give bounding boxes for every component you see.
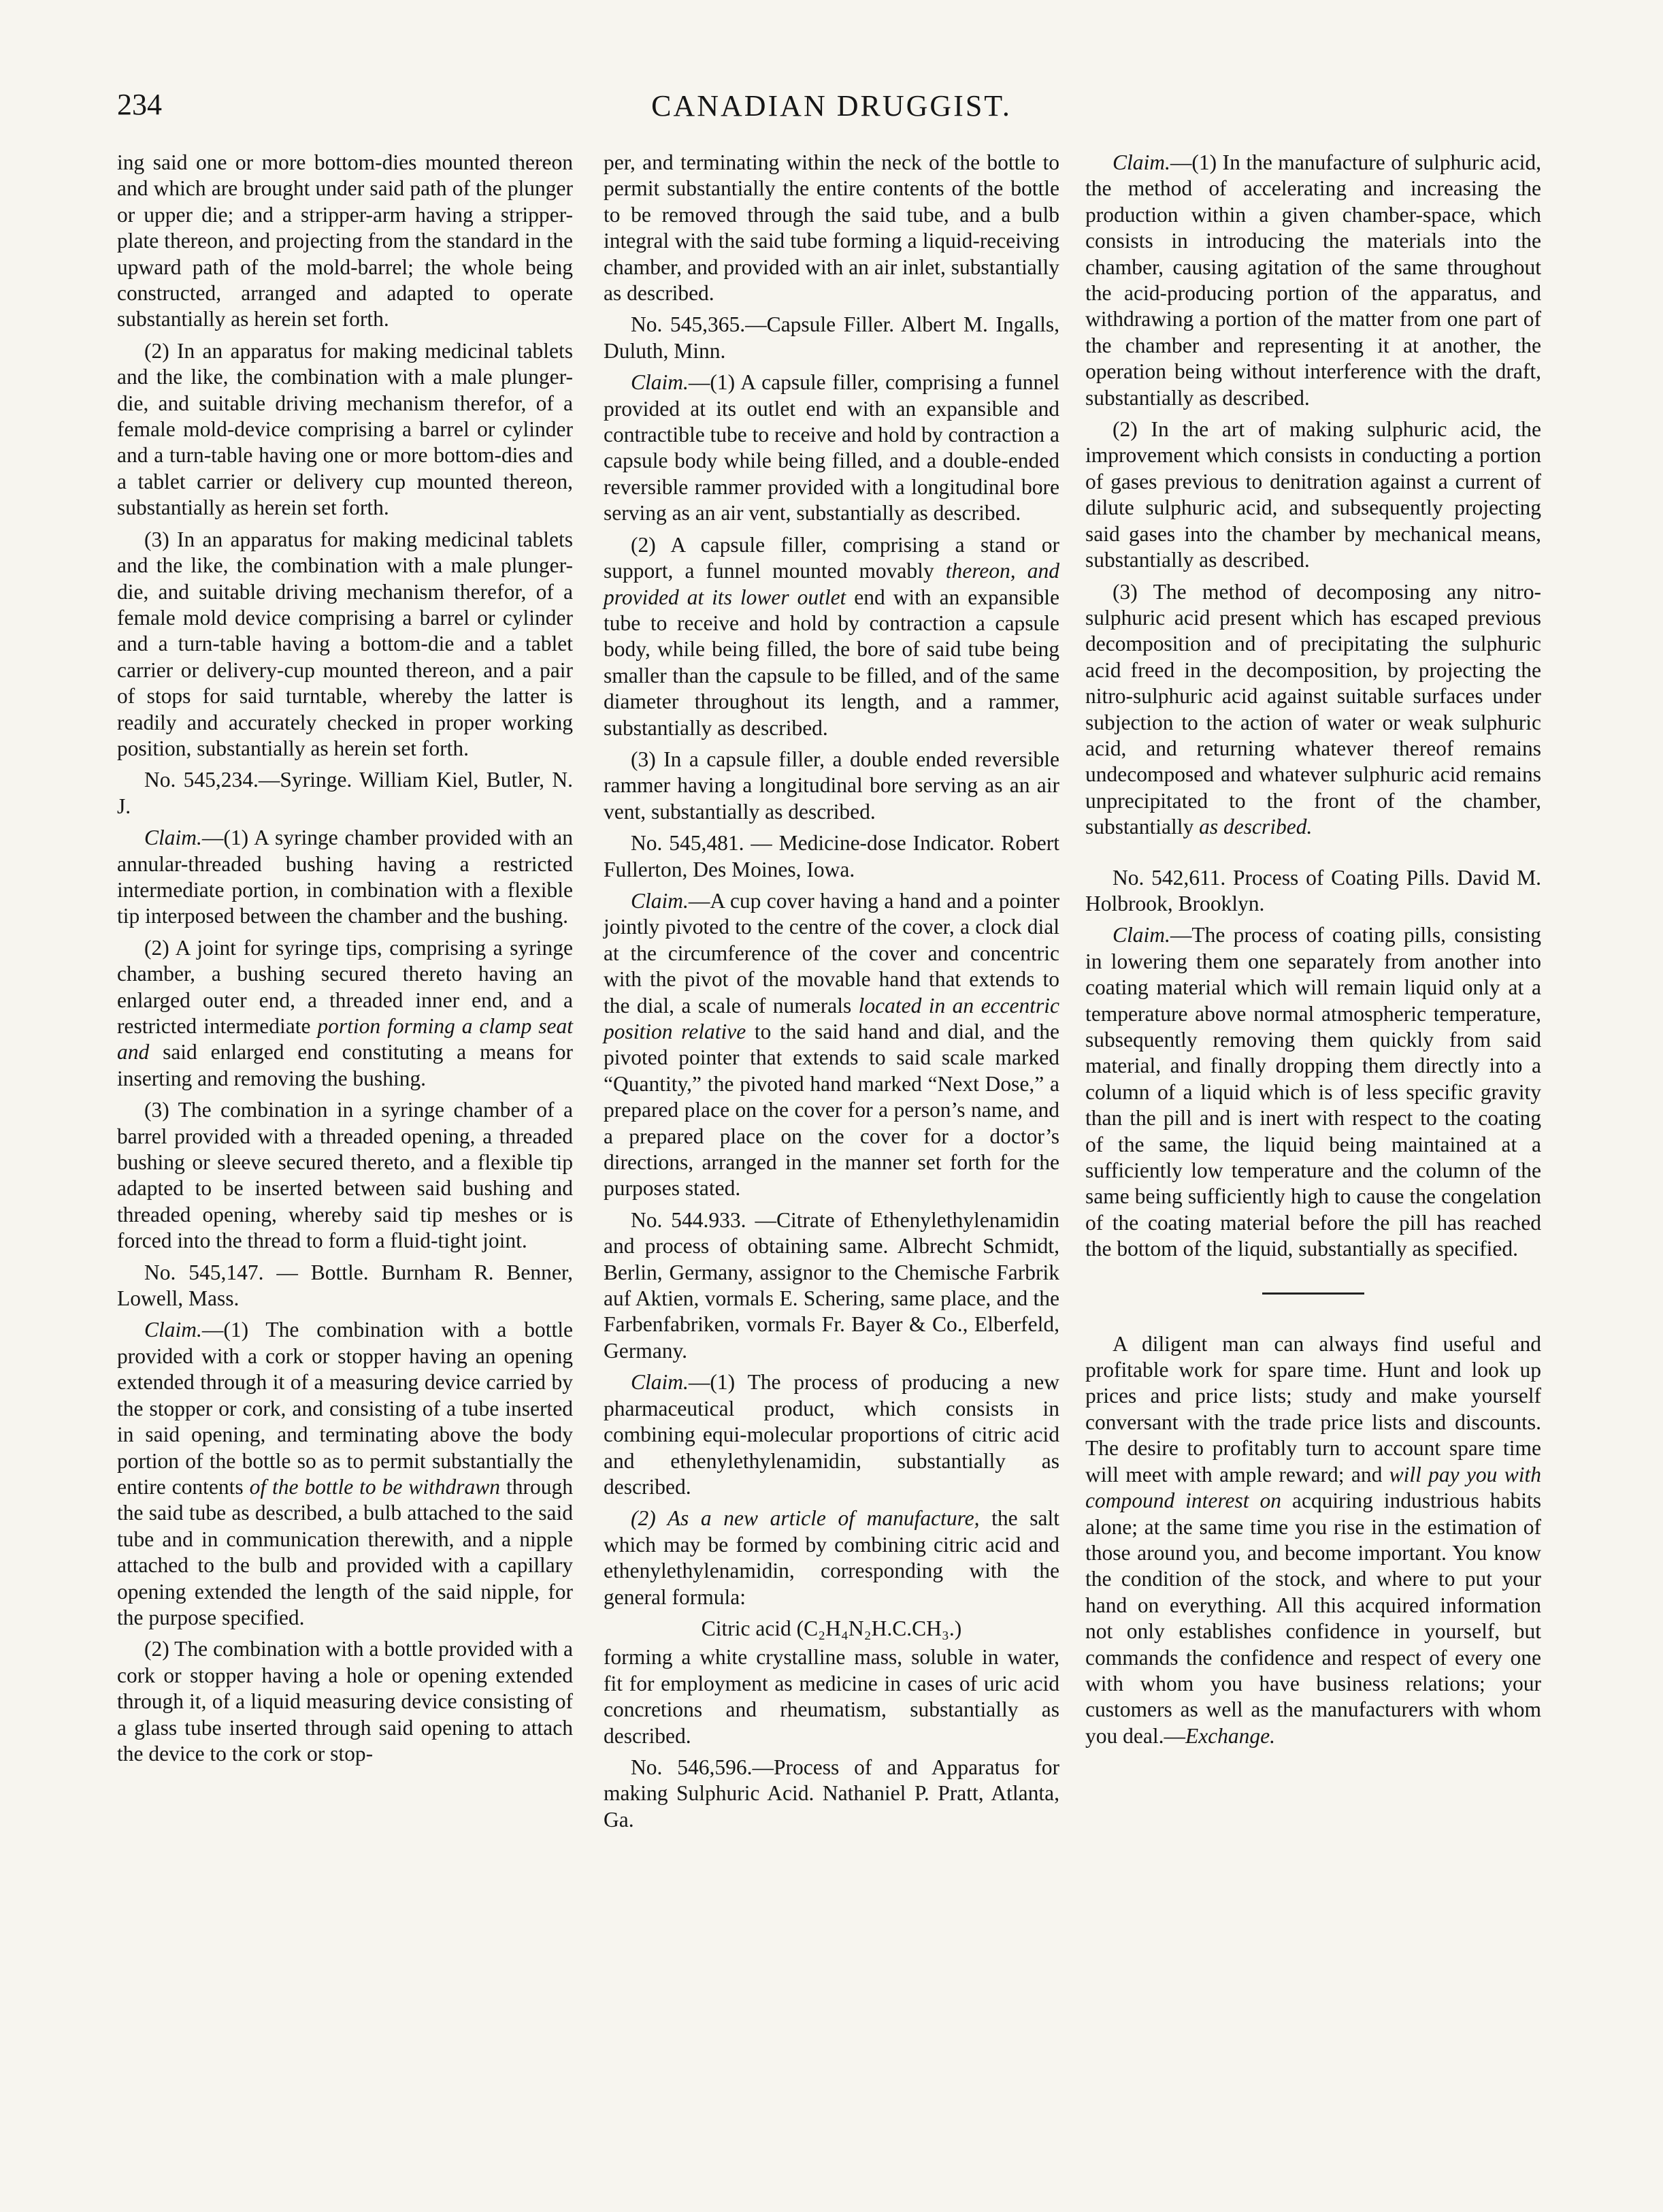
claim-text: —(1) In the manufacture of sulphuric acid, the method of accelerating and increasing the production within a given chamber-space, which consists in introducing the materials into the chamber, causing agitation of the same throughout the acid-producing portion of the apparatus, and withdrawing a portion of the matter from one part of the chamber and representing it at another, the operation being without interference with the draft, substantially as described.: [1085, 150, 1541, 410]
page-number: 234: [117, 88, 162, 121]
italic-run: as described.: [1193, 815, 1313, 839]
claim-text: —The process of coating pills, consisting in lowering them one separately from another into coating material which will remain liquid only at a temperature above normal atmospheric temperature, subsequently removing them quickly from said material, and finally dropping them directly into a column of a liquid which is of less specific gravity than the pill and is inert with respect to the coating of the same, the liquid being maintained at a sufficiently low temperature and the column of the same being sufficiently high to cause the congelation of the coating material before the pill has reached the bottom of the liquid, substantially as specified.: [1085, 923, 1541, 1261]
paragraph: (2) In an apparatus for making medicinal tablets and the like, the combination with a male plunger-die, and suitable driving mechanism therefor, of a female mold-device comprising a barrel or cylinder and a turn-table having one or more bottom-dies and a tablet carrier or delivery cup mounted thereon, substantially as herein set forth.: [117, 338, 573, 520]
paragraph: per, and terminating within the neck of the bottle to permit substantially the entire contents of the bottle to be removed through the said tube, and a bulb integral with the said tube forming a liquid-receiving chamber, and provided with an air inlet, substantially as described.: [604, 150, 1059, 306]
journal-title: CANADIAN DRUGGIST.: [651, 89, 1012, 123]
paragraph: [604, 532, 1059, 741]
claim-paragraph: [117, 1317, 573, 1631]
paragraph: [1085, 579, 1541, 841]
column-1: [117, 150, 573, 1772]
paragraph: (2) The combination with a bottle provided with a cork or stopper having a hole or opening extended through it, of a liquid measuring device consisting of a glass tube inserted through said opening to attach the device to the cork or stop-: [117, 1637, 573, 1766]
claim-text: —(1) A syringe chamber provided with an annular-threaded bushing having a restricted intermediate portion, in combination with a flexible tip interposed between the chamber and the bushing.: [117, 826, 573, 928]
paragraph: forming a white crystalline mass, soluble in water, fit for employment as medicine in cases of uric acid concretions and rheumatism, substantially as described.: [604, 1645, 1059, 1748]
claim-label: Claim.: [631, 1370, 689, 1395]
text-run: —(1) The combination with a bottle provided with a cork or stopper having an opening extended through it of a measuring device carried by the stopper or cork, and consisting of a tube inserted in said opening, and terminating above the body portion of the bottle so as to permit substantially the entire contents: [117, 1318, 573, 1499]
text-run: (2) A joint for syringe tips, comprising a syringe chamber, a bushing secured thereto having an enlarged outer end, a threaded inner end, and a restricted intermediate: [117, 935, 573, 1038]
patent-heading: No. 545,481. — Medicine-dose Indicator. Robert Fullerton, Des Moines, Iowa.: [604, 831, 1059, 881]
column-2: [604, 150, 1059, 1838]
patent-heading: No. 546,596.—Process of and Apparatus for making Sulphuric Acid. Nathaniel P. Pratt, Atlanta, Ga.: [604, 1755, 1059, 1832]
claim-label: Claim.: [144, 1318, 202, 1342]
claim-label: Claim.: [631, 888, 689, 913]
italic-run: As a new article of manufacture,: [655, 1506, 980, 1531]
chemical-formula: Citric acid (C₂H₄N₂H.C.CH₃.): [701, 1616, 962, 1640]
section-divider: [1262, 1292, 1364, 1295]
claim-label: Claim.: [144, 826, 202, 850]
patent-heading: No. 542,611. Process of Coating Pills. David M. Holbrook, Brooklyn.: [1085, 865, 1541, 915]
text-run: (3) The method of decomposing any nitro-sulphuric acid present which has escaped previous decomposition and of precipitating the sulphuric acid freed in the decomposition, by projecting the nitro-sulphuric acid against suitable surfaces under subjection to the action of water or weak sulphuric acid, and returning whatever thereof remains undecomposed and whatever sulphuric acid remains unprecipitated to the front of the chamber, substantially: [1085, 579, 1541, 839]
claim-paragraph: [1085, 922, 1541, 1262]
patent-heading: No. 545,365.—Capsule Filler. Albert M. Ingalls, Duluth, Minn.: [604, 312, 1059, 363]
paragraph: ing said one or more bottom-dies mounted thereon and which are brought under said path of the plunger or upper die; and a stripper-arm having a stripper-plate thereon, and projecting from the standard in the upward path of the mold-barrel; the whole being constructed, arranged and adapted to operate substantially as herein set forth.: [117, 150, 573, 331]
exchange-paragraph: [1085, 1331, 1541, 1750]
italic-run: portion forming a clamp seat and: [117, 1014, 573, 1064]
paragraph: [117, 935, 573, 1092]
source-credit: Exchange.: [1185, 1723, 1276, 1748]
section-gap: [1085, 846, 1541, 861]
text-run: through the said tube as described, a bulb attached to the said tube and in communication therewith, and a nipple attached to the bulb and provided with a capillary opening extended the length of the said nipple, for the purpose specified.: [117, 1474, 573, 1629]
text-run: the salt which may be formed by combining citric acid and ethenylethylenamidin, corresponding with the general formula:: [604, 1506, 1059, 1609]
claim-label: Claim.: [1113, 150, 1170, 174]
text-run: end with an expansible tube to receive and hold by contraction a capsule body, while being filled, the bore of said tube being smaller than the capsule to be filled, and of the same diameter throughout its length, and a rammer, substantially as described.: [604, 585, 1060, 740]
paragraph: (3) In an apparatus for making medicinal tablets and the like, the combination with a male plunger-die, and suitable driving mechanism therefor, of a female mold device comprising a barrel or cylinder and a turn-table having a bottom-die and a tablet carrier or delivery-cup mounted thereon, and a pair of stops for said turntable, whereby the latter is readily and accurately checked in proper working position, substantially as herein set forth.: [117, 527, 573, 760]
text-run: —A cup cover having a hand and a pointer jointly pivoted to the centre of the cover, a clock dial at the circumference of the cover and concentric with the pivot of the movable hand that extends to the dial, a scale of numerals: [604, 888, 1059, 1018]
paragraph: (3) The combination in a syringe chamber of a barrel provided with a threaded opening, a threaded bushing or sleeve secured thereto, and a flexible tip adapted to be inserted between said bushing and threaded opening, whereby said tip meshes or is forced into the thread to form a fluid-tight joint.: [117, 1098, 573, 1253]
claim-paragraph: [604, 1369, 1059, 1500]
text-run: A diligent man can always find useful and profitable work for spare time. Hunt and look up prices and price lists; study and make yourself conversant with the trade price lists and discounts. The desire to profitably turn to account spare time will meet with ample reward; and: [1085, 1331, 1541, 1486]
claim-label: Claim.: [1113, 923, 1170, 947]
claim-paragraph: [604, 370, 1059, 526]
text-run: acquiring industrious habits alone; at the same time you rise in the estimation of those around you, and become important. You know the condition of the stock, and where to put your hand on everything. All this acquired information not only establishes confidence in yourself, but commands the confidence and respect of every one with whom you have business relations; your customers as well as the manufacturers with whom you deal.—: [1085, 1489, 1542, 1748]
claim-paragraph: [117, 825, 573, 930]
claim-paragraph: [1085, 150, 1541, 411]
claim-label: Claim.: [631, 370, 689, 395]
claim-paragraph: [604, 888, 1059, 1202]
paragraph: [604, 1506, 1059, 1610]
text-run: to the said hand and dial, and the pivoted pointer that extends to said scale marked “Quantity,” the pivoted hand marked “Next Dose,” a prepared place on the cover for a person’s name, and a prepared place on the cover for a doctor’s directions, arranged in the manner set forth for the purposes stated.: [604, 1020, 1059, 1201]
paragraph: (3) In a capsule filler, a double ended reversible rammer having a longitudinal bore serving as an air vent, substantially as described.: [604, 747, 1059, 824]
italic-run: (2): [631, 1506, 656, 1531]
italic-run: will pay you with compound interest on: [1085, 1462, 1541, 1513]
text-run: said enlarged end constituting a means for inserting and removing the bushing.: [117, 1040, 573, 1090]
patent-heading: No. 545,147. — Bottle. Burnham R. Benner, Lowell, Mass.: [117, 1260, 573, 1311]
italic-run: of the bottle to be withdrawn: [243, 1474, 501, 1499]
italic-run: thereon, and provided at its lower outlet: [604, 559, 1059, 609]
text-run: (2) A capsule filler, comprising a stand or support, a funnel mounted movably: [604, 532, 1059, 583]
paragraph: (2) In the art of making sulphuric acid, the improvement which consists in conducting a portion of gases previous to denitration against a current of dilute sulphuric acid, and subsequently projecting said gases into the chamber by mechanical means, substantially as described.: [1085, 417, 1541, 572]
claim-text: —(1) The process of producing a new pharmaceutical product, which consists in combining equi-molecular proportions of citric acid and ethenylethylenamidin, substantially as described.: [604, 1370, 1059, 1499]
patent-heading: No. 545,234.—Syringe. William Kiel, Butler, N. J.: [117, 768, 573, 818]
column-3: [1085, 150, 1541, 1755]
patent-heading: No. 544.933. —Citrate of Ethenylethylenamidin and process of obtaining same. Albrecht Schmidt, Berlin, Germany, assignor to the Chemische Farbrik auf Aktien, vormals E. Schering, same place, and the Farbenfabriken, vormals Fr. Bayer & Co., Elberfeld, Germany.: [604, 1207, 1059, 1363]
italic-run: located in an eccentric position relative: [604, 993, 1059, 1043]
claim-text: —(1) A capsule filler, comprising a funnel provided at its outlet end with an expansible and contractible tube to receive and hold by contraction a capsule body while being filled, and a double-ended reversible rammer provided with a longitudinal bore serving as an air vent, substantially as described.: [604, 370, 1059, 525]
